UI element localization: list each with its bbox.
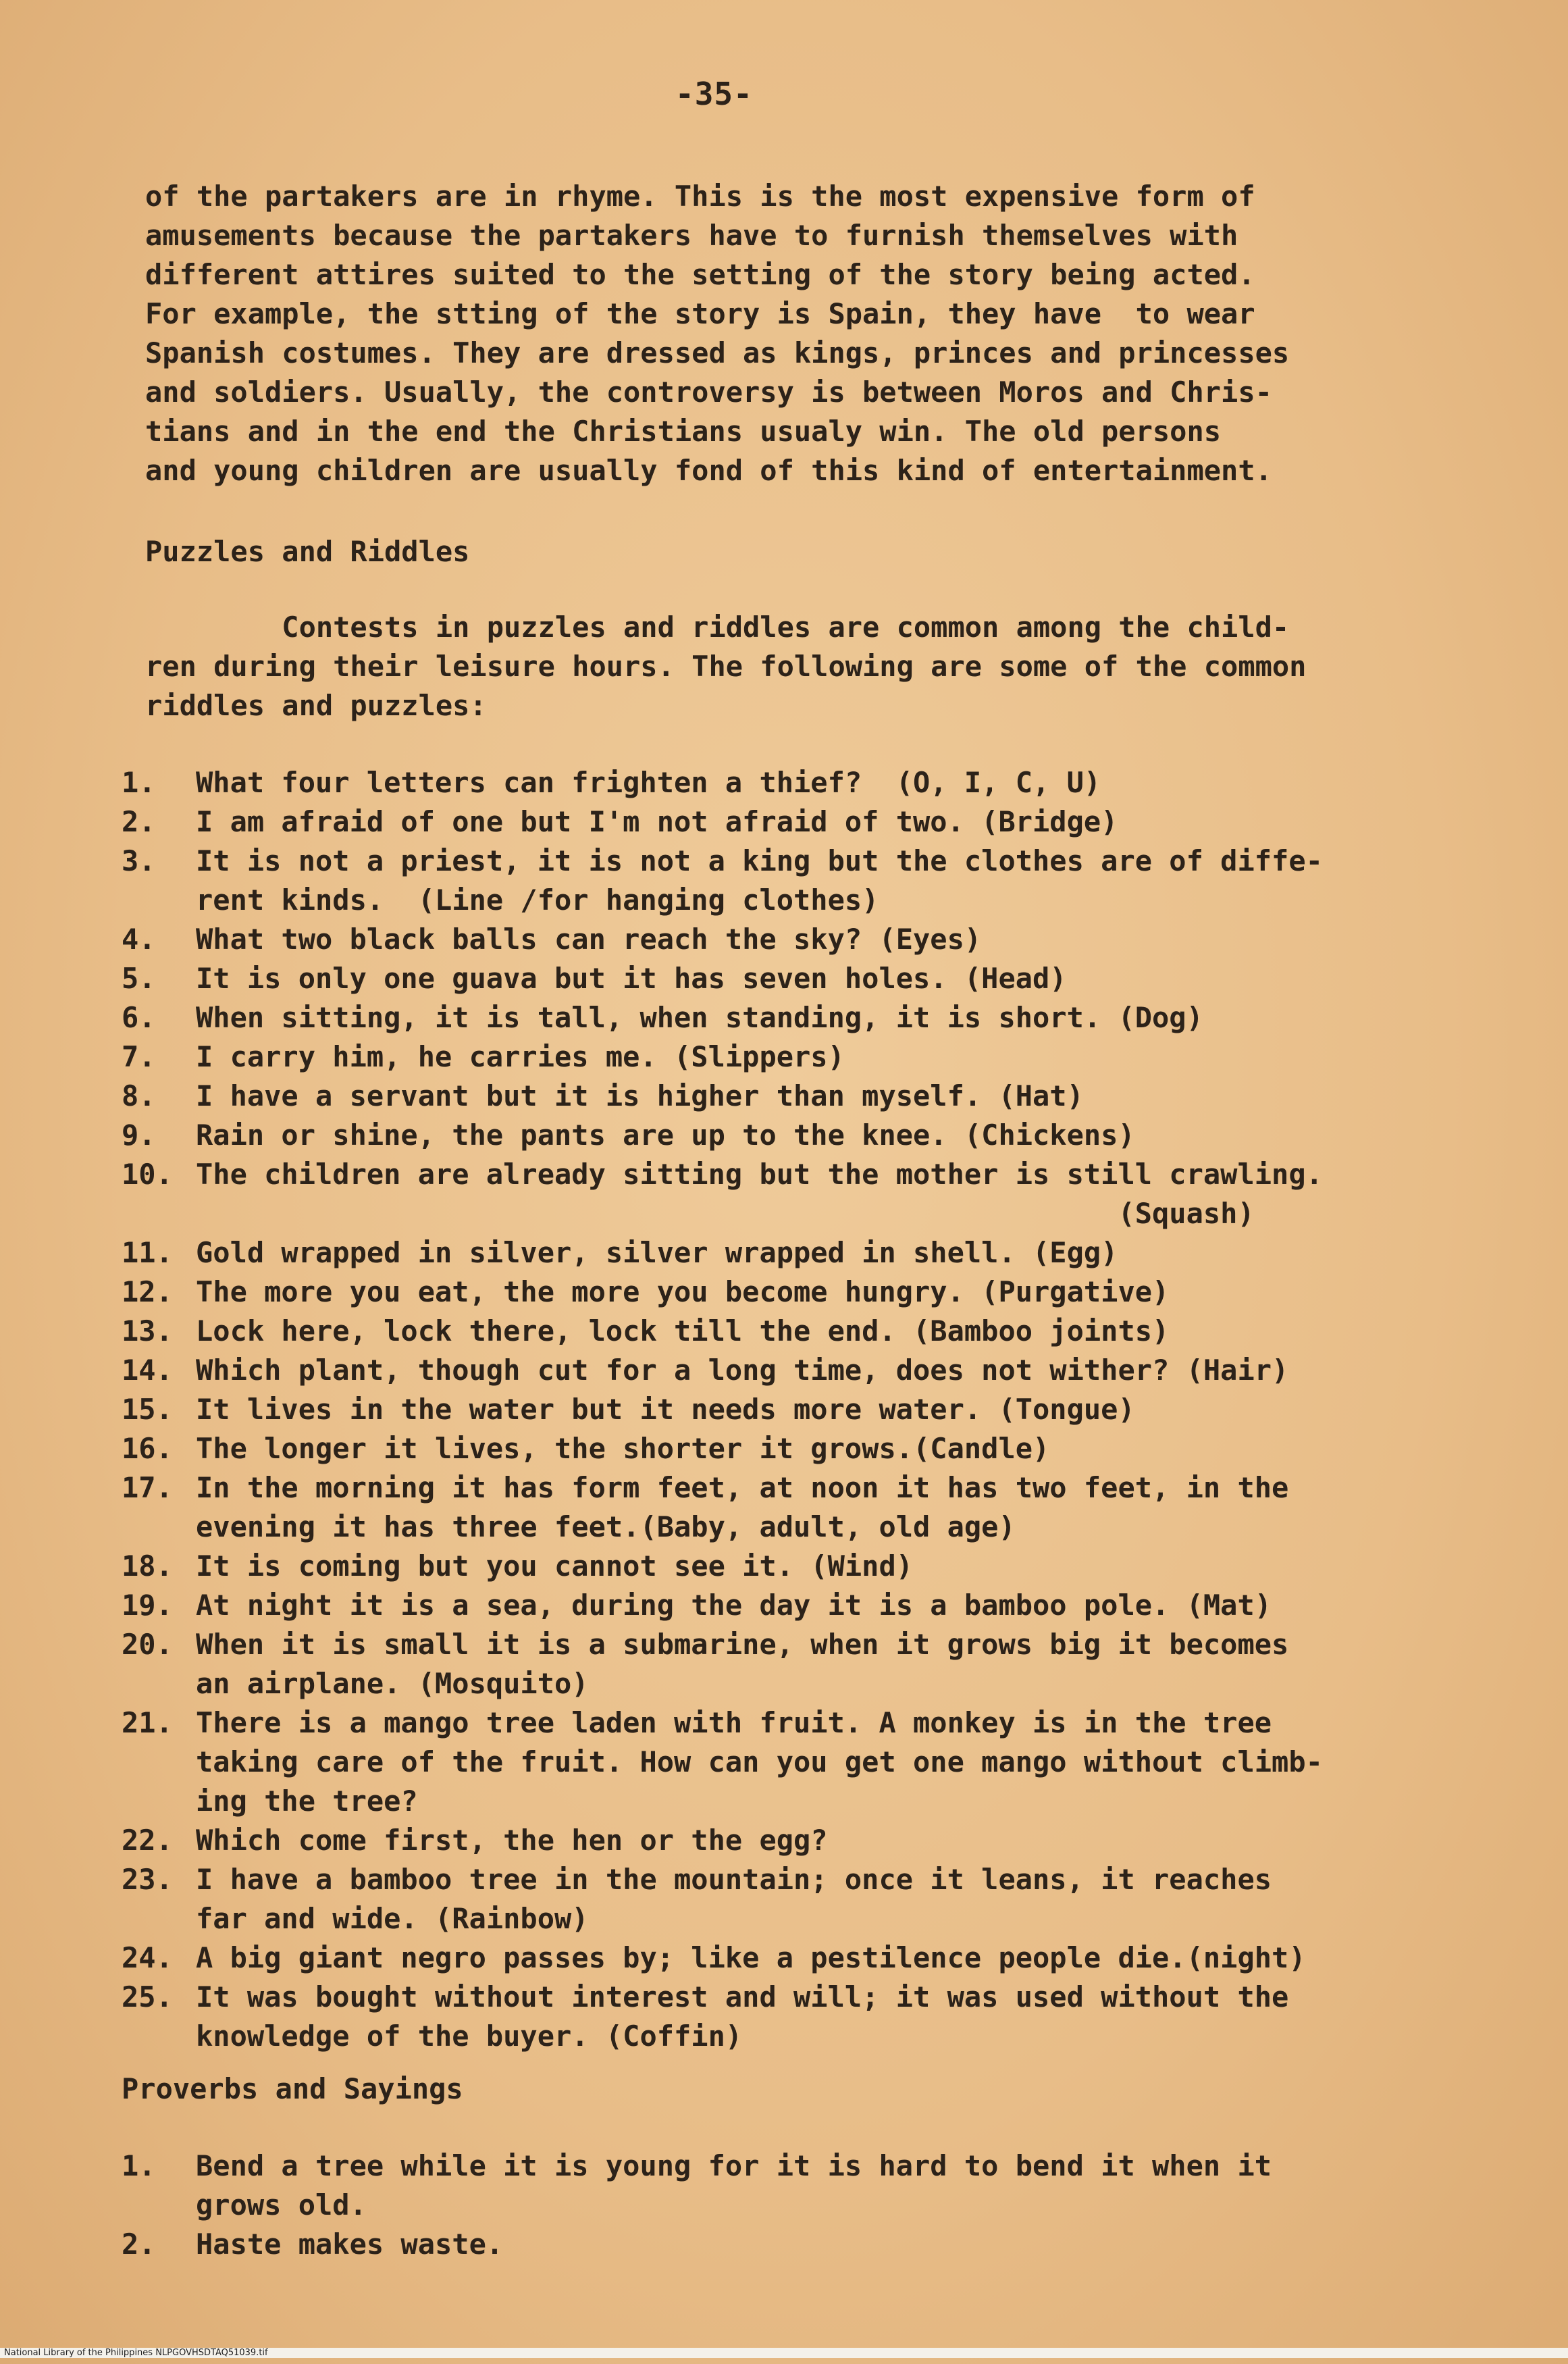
riddle-item-line: Rain or shine, the pants are up to the knee. (Chickens) — [196, 1119, 1135, 1152]
riddle-item-number: 22. — [122, 1824, 173, 1857]
riddle-item-line: It was bought without interest and will; it was used without the — [196, 1980, 1289, 2013]
riddle-item-line: When sitting, it is tall, when standing, it is short. (Dog) — [196, 1001, 1203, 1034]
intro-paragraph — [145, 177, 1428, 490]
riddle-item-number: 12. — [122, 1275, 173, 1308]
riddle-item-number: 5. — [122, 962, 156, 995]
contest-line: riddles and puzzles: — [145, 689, 487, 722]
riddle-item-text — [196, 1312, 1169, 1351]
riddle-item-line: The more you eat, the more you become hungry. (Purgative) — [196, 1275, 1170, 1308]
riddle-item-number: 23. — [122, 1863, 173, 1896]
riddle-item — [122, 1037, 1445, 1077]
riddle-item-text — [196, 763, 1101, 802]
proverb-item-line: Bend a tree while it is young for it is hard to bend it when it — [196, 2149, 1272, 2182]
riddle-item-number: 14. — [122, 1354, 173, 1387]
riddle-item-line: ing the tree? — [196, 1784, 418, 1818]
riddle-item-text — [196, 1586, 1272, 1625]
riddle-item-text — [196, 1155, 1323, 1233]
riddle-item-text — [196, 1390, 1135, 1429]
riddle-item-text — [196, 1351, 1288, 1390]
riddle-item-line: Lock here, lock there, lock till the end. (Bamboo joints) — [196, 1314, 1170, 1347]
riddle-item-text — [196, 998, 1203, 1037]
riddle-item-text — [196, 1938, 1306, 1978]
riddle-item-line: I carry him, he carries me. (Slippers) — [196, 1040, 845, 1073]
riddle-item-number: 21. — [122, 1706, 173, 1739]
riddle-item-line: evening it has three feet.(Baby, adult, old age) — [196, 1510, 1016, 1543]
riddle-item-line: Which plant, though cut for a long time, does not wither? (Hair) — [196, 1354, 1289, 1387]
proverb-item — [122, 2225, 1445, 2264]
riddle-item — [122, 1116, 1445, 1155]
riddle-item-line: It is coming but you cannot see it. (Wind) — [196, 1549, 914, 1583]
riddle-item-line: The children are already sitting but the mother is still crawling. — [196, 1158, 1323, 1191]
riddle-item-line: rent kinds. (Line /for hanging clothes) — [196, 883, 879, 917]
riddle-item-line: The longer it lives, the shorter it grows.(Candle) — [196, 1432, 1050, 1465]
riddle-item-number: 10. — [122, 1158, 173, 1191]
riddle-item-line: It is only one guava but it has seven holes. (Head) — [196, 962, 1067, 995]
proverb-item-number: 1. — [122, 2149, 156, 2182]
riddle-item — [122, 1625, 1445, 1703]
riddle-item — [122, 1978, 1445, 2056]
riddle-item-number: 17. — [122, 1471, 173, 1504]
riddle-item — [122, 763, 1445, 802]
riddle-item — [122, 1586, 1445, 1625]
proverb-item — [122, 2147, 1445, 2225]
riddle-item — [122, 1273, 1445, 1312]
riddle-item-number: 16. — [122, 1432, 173, 1465]
scan-footer: National Library of the Philippines NLPGOVHSDTAQ51039.tif — [0, 2348, 1568, 2358]
riddle-item-text — [196, 1077, 1084, 1116]
riddle-item-text — [196, 1821, 828, 1860]
proverb-item-text — [196, 2147, 1272, 2225]
riddle-item — [122, 1155, 1445, 1233]
riddle-item-text — [196, 1233, 1118, 1273]
riddle-item — [122, 920, 1445, 959]
riddle-item — [122, 1703, 1445, 1821]
riddle-item-text — [196, 1468, 1288, 1547]
riddle-item-line: far and wide. (Rainbow) — [196, 1902, 589, 1935]
proverb-item-line: grows old. — [196, 2188, 367, 2221]
riddle-item — [122, 1547, 1445, 1586]
riddle-item-number: 11. — [122, 1236, 173, 1269]
riddle-item — [122, 1938, 1445, 1978]
riddle-item-line: What two black balls can reach the sky? (Eyes) — [196, 923, 982, 956]
riddle-item-line: What four letters can frighten a thief? (O, I, C, U) — [196, 766, 1101, 799]
riddle-item-text — [196, 959, 1067, 998]
riddle-item-text — [196, 1116, 1135, 1155]
intro-line: tians and in the end the Christians usualy win. The old persons — [145, 415, 1222, 448]
riddle-item — [122, 1860, 1445, 1938]
riddle-item-text — [196, 1547, 913, 1586]
riddle-item-number: 19. — [122, 1589, 173, 1622]
riddle-item-text — [196, 920, 981, 959]
riddle-item — [122, 998, 1445, 1037]
contest-line: Contests in puzzles and riddles are common among the child- — [145, 611, 1290, 644]
page-number: -35- — [675, 76, 753, 112]
riddle-item — [122, 1233, 1445, 1273]
riddle-item-number: 6. — [122, 1001, 156, 1034]
intro-line: of the partakers are in rhyme. This is the most expensive form of — [145, 180, 1255, 213]
riddle-item-number: 1. — [122, 766, 156, 799]
intro-line: and soldiers. Usually, the controversy is between Moros and Chris- — [145, 376, 1272, 409]
riddle-item-line: Which come first, the hen or the egg? — [196, 1824, 828, 1857]
riddle-item-text — [196, 1703, 1323, 1821]
riddle-item-number: 13. — [122, 1314, 173, 1347]
intro-line: amusements because the partakers have to furnish themselves with — [145, 219, 1238, 252]
riddle-item-number: 7. — [122, 1040, 156, 1073]
riddle-item-number: 24. — [122, 1941, 173, 1974]
riddle-item-line: In the morning it has form feet, at noon it has two feet, in the — [196, 1471, 1289, 1504]
riddle-item-text — [196, 1625, 1288, 1703]
riddle-item-line: knowledge of the buyer. (Coffin) — [196, 2020, 743, 2053]
riddle-item-line: At night it is a sea, during the day it is a bamboo pole. (Mat) — [196, 1589, 1272, 1622]
riddle-item-line: I have a bamboo tree in the mountain; once it leans, it reaches — [196, 1863, 1272, 1896]
riddle-item-text — [196, 1978, 1288, 2056]
riddle-item-number: 15. — [122, 1393, 173, 1426]
riddle-item — [122, 1312, 1445, 1351]
riddle-item-line: A big giant negro passes by; like a pestilence people die.(night) — [196, 1941, 1306, 1974]
riddle-item-text — [196, 802, 1118, 842]
riddle-item-line: It lives in the water but it needs more water. (Tongue) — [196, 1393, 1135, 1426]
proverb-item-line: Haste makes waste. — [196, 2228, 504, 2261]
riddle-list — [122, 763, 1445, 2056]
contest-line: ren during their leisure hours. The following are some of the common — [145, 650, 1307, 683]
intro-line: For example, the stting of the story is Spain, they have to wear — [145, 297, 1255, 330]
riddle-item-text — [196, 1429, 1049, 1468]
riddle-item — [122, 1429, 1445, 1468]
riddle-item-number: 18. — [122, 1549, 173, 1583]
riddle-item-number: 8. — [122, 1079, 156, 1112]
riddle-item-number: 4. — [122, 923, 156, 956]
riddle-item — [122, 1821, 1445, 1860]
proverb-item-text — [196, 2225, 503, 2264]
riddle-item-number: 9. — [122, 1119, 156, 1152]
riddle-item — [122, 1390, 1445, 1429]
riddle-item — [122, 959, 1445, 998]
heading-puzzles-and-riddles: Puzzles and Riddles — [145, 535, 470, 568]
riddle-item-line: (Squash) — [196, 1197, 1255, 1230]
riddle-item-number: 2. — [122, 805, 156, 838]
riddle-item-line: I am afraid of one but I'm not afraid of two. (Bridge) — [196, 805, 1118, 838]
riddle-item-text — [196, 1860, 1272, 1938]
riddle-item-text — [196, 1273, 1169, 1312]
riddle-item-line: It is not a priest, it is not a king but the clothes are of diffe- — [196, 844, 1323, 877]
heading-proverbs-and-sayings: Proverbs and Sayings — [122, 2072, 463, 2105]
intro-line: Spanish costumes. They are dressed as kings, princes and princesses — [145, 336, 1290, 369]
contest-paragraph — [145, 608, 1428, 725]
riddle-item-number: 25. — [122, 1980, 173, 2013]
riddle-item — [122, 802, 1445, 842]
riddle-item — [122, 842, 1445, 920]
riddle-item-text — [196, 842, 1323, 920]
intro-line: different attires suited to the setting of the story being acted. — [145, 258, 1255, 291]
riddle-item-line: Gold wrapped in silver, silver wrapped in shell. (Egg) — [196, 1236, 1118, 1269]
riddle-item — [122, 1351, 1445, 1390]
riddle-item — [122, 1077, 1445, 1116]
riddle-item-number: 20. — [122, 1628, 173, 1661]
riddle-item-text — [196, 1037, 845, 1077]
intro-line: and young children are usually fond of this kind of entertainment. — [145, 454, 1272, 487]
riddle-item-line: There is a mango tree laden with fruit. A monkey is in the tree — [196, 1706, 1272, 1739]
proverb-item-number: 2. — [122, 2228, 156, 2261]
riddle-item-line: I have a servant but it is higher than myself. (Hat) — [196, 1079, 1084, 1112]
proverb-list — [122, 2147, 1445, 2264]
riddle-item-line: taking care of the fruit. How can you get one mango without climb- — [196, 1745, 1323, 1778]
riddle-item-line: When it is small it is a submarine, when it grows big it becomes — [196, 1628, 1289, 1661]
riddle-item — [122, 1468, 1445, 1547]
riddle-item-line: an airplane. (Mosquito) — [196, 1667, 589, 1700]
riddle-item-number: 3. — [122, 844, 156, 877]
